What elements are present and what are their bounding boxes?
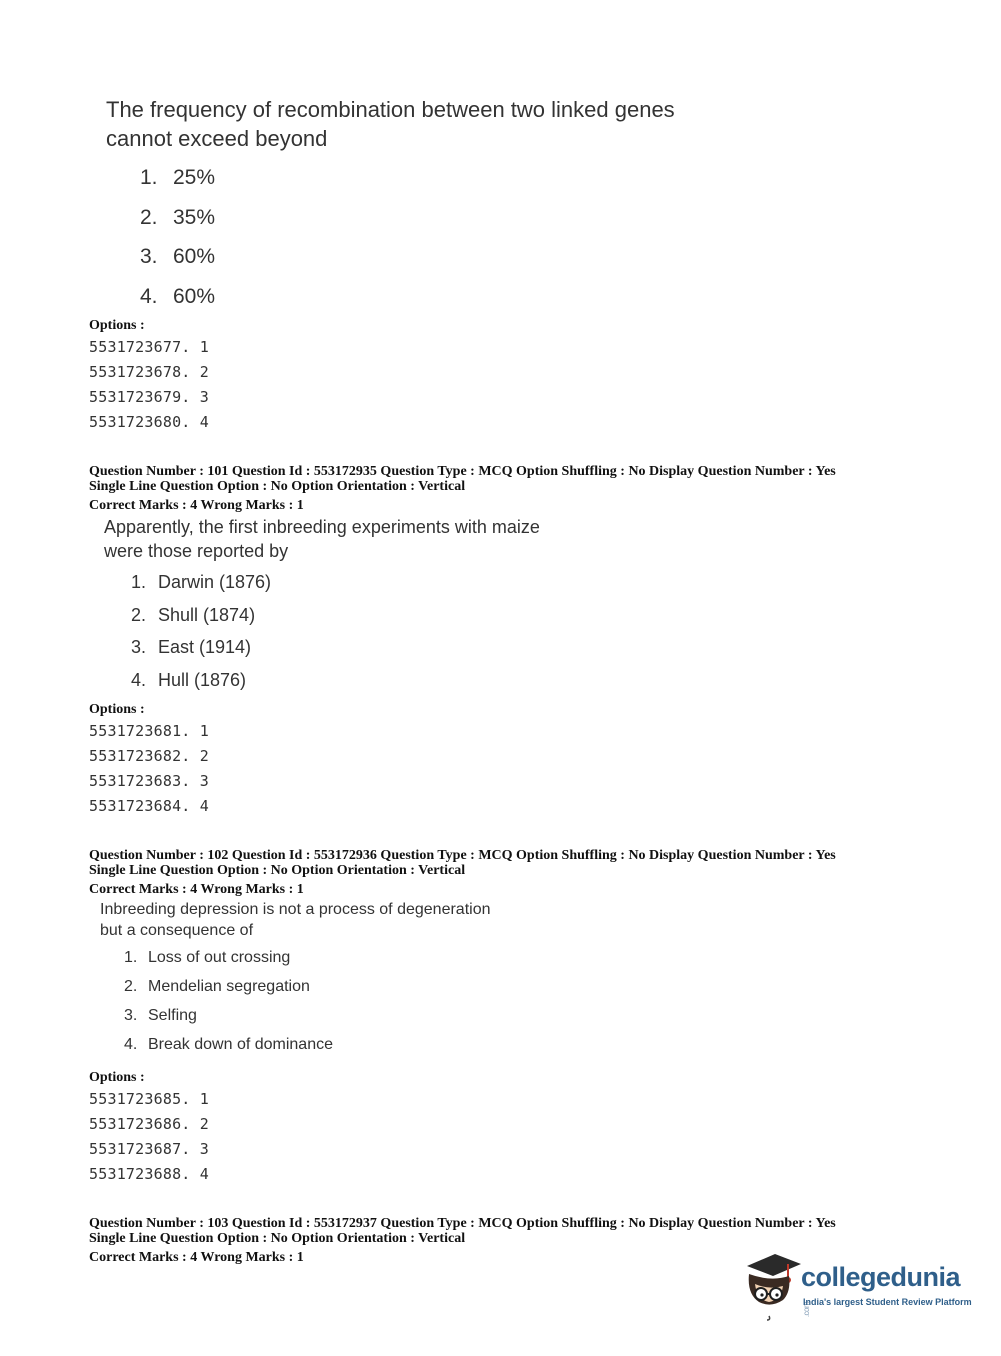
question-100-choice-1: 1. 25% [140, 166, 216, 189]
question-100-choice-4: 4. 60% [140, 285, 216, 308]
option-id: 5531723684. 4 [89, 797, 209, 815]
question-100-choice-3: 3. 60% [140, 245, 216, 268]
option-id: 5531723683. 3 [89, 772, 209, 790]
option-id: 5531723685. 1 [89, 1090, 209, 1108]
question-102-marks: Correct Marks : 4 Wrong Marks : 1 [89, 882, 304, 897]
option-id: 5531723681. 1 [89, 722, 209, 740]
options-label: Options : [89, 1070, 145, 1085]
question-101-marks: Correct Marks : 4 Wrong Marks : 1 [89, 498, 304, 513]
option-id: 5531723682. 2 [89, 747, 209, 765]
logo-wordmark: collegedunia.com [801, 1262, 961, 1318]
option-id: 5531723680. 4 [89, 413, 209, 431]
options-label: Options : [89, 318, 145, 333]
option-id: 5531723687. 3 [89, 1140, 209, 1158]
option-id: 5531723679. 3 [89, 388, 209, 406]
option-id: 5531723686. 2 [89, 1115, 209, 1133]
question-103-meta: Question Number : 103 Question Id : 553172937 Question Type : MCQ Option Shuffling : No Display Question Number : Yes Single Line Question Option : No Option Orientation : Vertical [89, 1216, 836, 1246]
option-id: 5531723677. 1 [89, 338, 209, 356]
question-101-choice-2: 2. Shull (1874) [131, 605, 256, 625]
question-101-choice-4: 4. Hull (1876) [131, 670, 247, 690]
collegedunia-logo [741, 1250, 971, 1322]
question-102-stem: Inbreeding depression is not a process of degeneration but a consequence of [100, 901, 491, 939]
question-100-choice-2: 2. 35% [140, 206, 216, 229]
question-102-choice-1: 1. Loss of out crossing [124, 949, 291, 966]
question-102-choice-4: 4. Break down of dominance [124, 1036, 333, 1053]
options-label: Options : [89, 702, 145, 717]
logo-tagline: India's largest Student Review Platform [803, 1297, 972, 1307]
mascot-icon [741, 1250, 803, 1322]
question-101-choice-3: 3. East (1914) [131, 637, 252, 657]
question-100-stem: The frequency of recombination between two linked genes cannot exceed beyond [106, 97, 675, 151]
question-102-choice-2: 2. Mendelian segregation [124, 978, 310, 995]
question-101-meta: Question Number : 101 Question Id : 553172935 Question Type : MCQ Option Shuffling : No Display Question Number : Yes Single Line Question Option : No Option Orientation : Vertical [89, 464, 836, 494]
question-101-stem: Apparently, the first inbreeding experiments with maize were those reported by [104, 517, 540, 561]
option-id: 5531723678. 2 [89, 363, 209, 381]
question-102-choice-3: 3. Selfing [124, 1007, 197, 1024]
option-id: 5531723688. 4 [89, 1165, 209, 1183]
question-102-meta: Question Number : 102 Question Id : 553172936 Question Type : MCQ Option Shuffling : No Display Question Number : Yes Single Line Question Option : No Option Orientation : Vertical [89, 848, 836, 878]
question-101-choice-1: 1. Darwin (1876) [131, 572, 272, 592]
question-103-marks: Correct Marks : 4 Wrong Marks : 1 [89, 1250, 304, 1265]
